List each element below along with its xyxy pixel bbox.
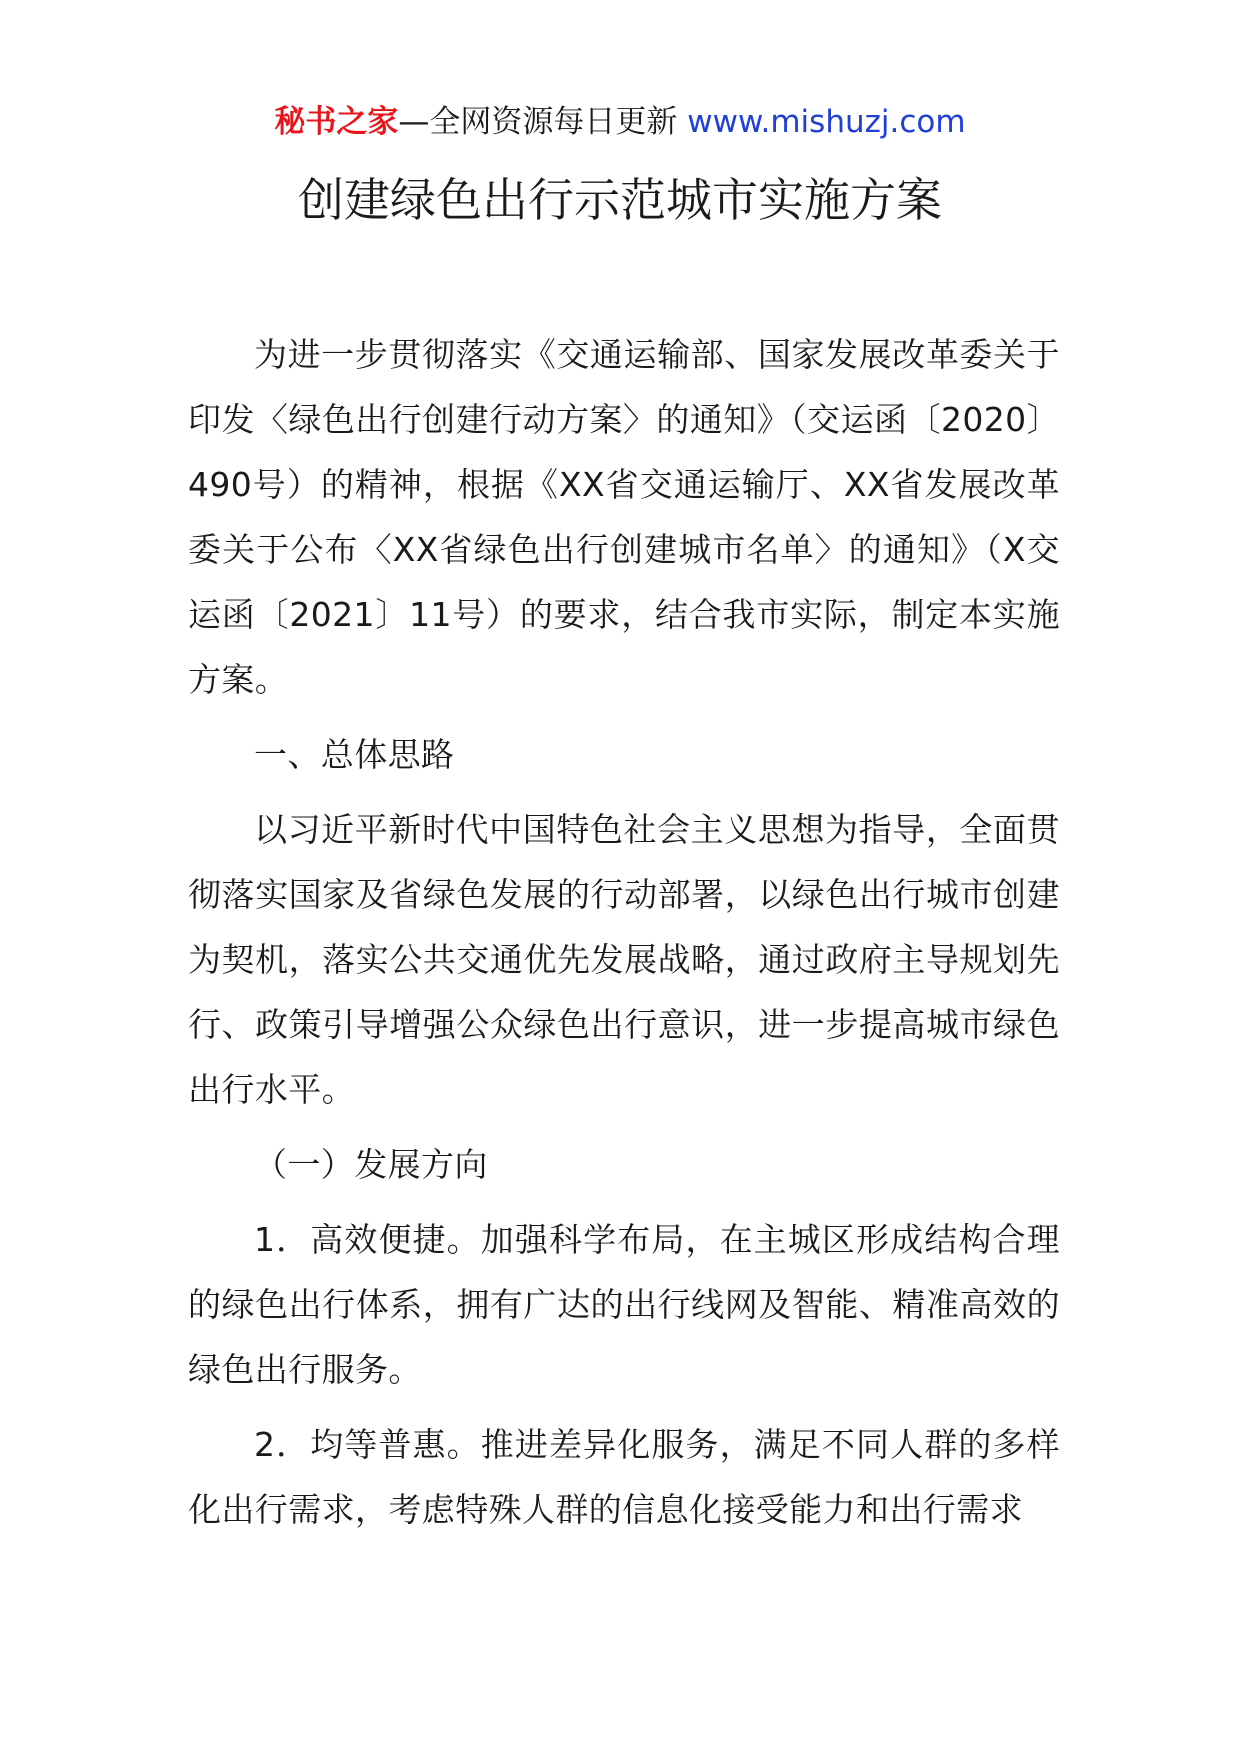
list-item-1: 1．高效便捷。加强科学布局，在主城区形成结构合理的绿色出行体系，拥有广达的出行线网及智能、精准高效的绿色出行服务。 [188,1220,1060,1389]
document-body [188,322,1060,1542]
site-slogan: —全网资源每日更新 [398,104,678,140]
list-item-2: 2．均等普惠。推进差异化服务，满足不同人群的多样化出行需求，考虑特殊人群的信息化接受能力和出行需求 [188,1425,1060,1529]
site-url-link[interactable]: www.mishuzj.com [687,104,966,140]
site-header [0,100,1240,144]
intro-paragraph: 为进一步贯彻落实《交通运输部、国家发展改革委关于印发〈绿色出行创建行动方案〉的通知》（交运函〔2020〕490号）的精神，根据《XX省交通运输厅、XX省发展改革委关于公布〈XX省绿色出行创建城市名单〉的通知》（X交运函〔2021〕11号）的要求，结合我市实际，制定本实施方案。 [188,335,1060,699]
subsection-heading: （一）发展方向 [254,1145,488,1184]
document-title: 创建绿色出行示范城市实施方案 [298,173,942,227]
section-paragraph: 以习近平新时代中国特色社会主义思想为指导，全面贯彻落实国家及省绿色发展的行动部署，以绿色出行城市创建为契机，落实公共交通优先发展战略，通过政府主导规划先行、政策引导增强公众绿色出行意识，进一步提高城市绿色出行水平。 [188,810,1060,1109]
section-heading: 一、总体思路 [254,735,455,774]
brand-name: 秘书之家 [274,104,399,140]
